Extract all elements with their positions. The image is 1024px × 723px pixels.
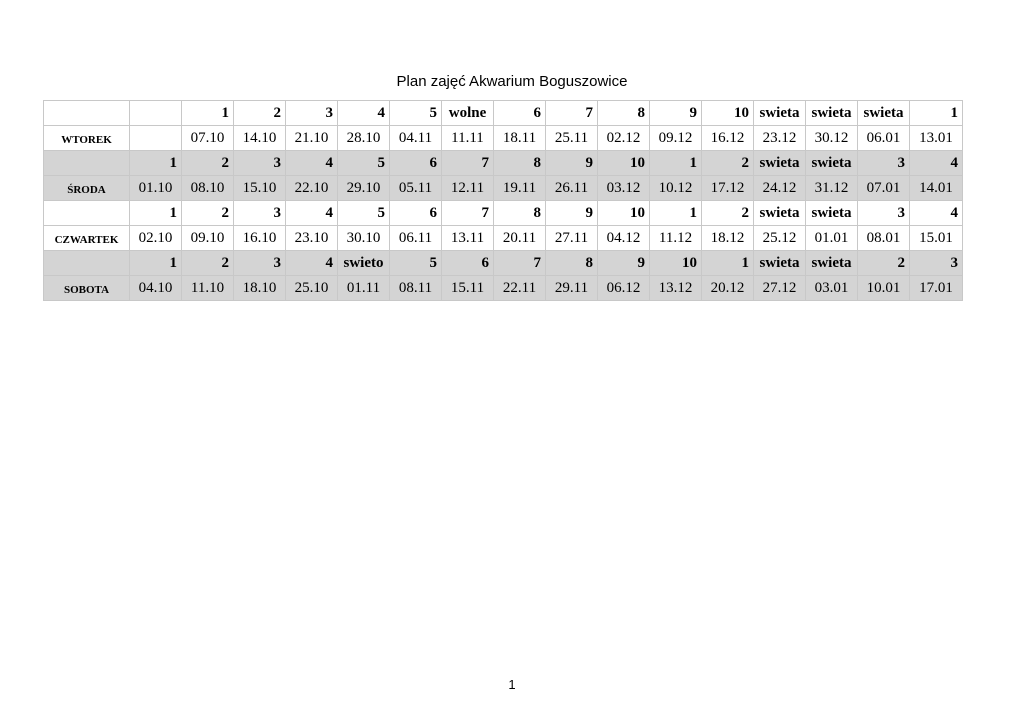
date-cell: 08.01 — [858, 226, 910, 251]
date-cell: 10.12 — [650, 176, 702, 201]
lesson-number-cell: 1 — [702, 251, 754, 276]
date-cell — [130, 126, 182, 151]
date-cell: 14.10 — [234, 126, 286, 151]
lesson-number-row — [44, 101, 963, 126]
date-cell: 01.01 — [806, 226, 858, 251]
date-cell: 11.10 — [182, 276, 234, 301]
lesson-number-cell: 9 — [598, 251, 650, 276]
day-label: CZWARTEK — [44, 226, 130, 251]
page-number: 1 — [508, 677, 516, 692]
date-cell: 22.10 — [286, 176, 338, 201]
lesson-number-cell: swieto — [338, 251, 390, 276]
lesson-number-cell: 7 — [494, 251, 546, 276]
date-cell: 06.11 — [390, 226, 442, 251]
lesson-number-row — [44, 201, 963, 226]
date-cell: 13.11 — [442, 226, 494, 251]
date-cell: 01.10 — [130, 176, 182, 201]
lesson-number-cell: swieta — [806, 251, 858, 276]
date-cell: 27.12 — [754, 276, 806, 301]
lesson-number-cell: 4 — [910, 201, 963, 226]
date-cell: 17.01 — [910, 276, 963, 301]
date-cell: 25.11 — [546, 126, 598, 151]
lesson-number-cell: 3 — [234, 251, 286, 276]
lesson-number-cell: 2 — [182, 151, 234, 176]
date-cell: 29.11 — [546, 276, 598, 301]
lesson-number-cell: 6 — [494, 101, 546, 126]
date-cell: 13.12 — [650, 276, 702, 301]
lesson-number-cell: swieta — [806, 201, 858, 226]
lesson-number-cell: swieta — [754, 201, 806, 226]
date-cell: 16.12 — [702, 126, 754, 151]
date-cell: 06.01 — [858, 126, 910, 151]
date-cell: 14.01 — [910, 176, 963, 201]
lesson-number-cell: 5 — [338, 151, 390, 176]
date-cell: 18.11 — [494, 126, 546, 151]
date-cell: 15.11 — [442, 276, 494, 301]
lesson-number-cell: 4 — [286, 201, 338, 226]
lesson-number-cell: swieta — [858, 101, 910, 126]
date-cell: 25.10 — [286, 276, 338, 301]
date-cell: 10.01 — [858, 276, 910, 301]
schedule-table — [43, 100, 963, 301]
date-cell: 30.10 — [338, 226, 390, 251]
lesson-number-row — [44, 151, 963, 176]
date-cell: 23.12 — [754, 126, 806, 151]
date-cell: 20.12 — [702, 276, 754, 301]
date-cell: 20.11 — [494, 226, 546, 251]
date-cell: 02.10 — [130, 226, 182, 251]
date-cell: 15.01 — [910, 226, 963, 251]
date-cell: 12.11 — [442, 176, 494, 201]
lesson-number-cell: swieta — [806, 101, 858, 126]
date-cell: 24.12 — [754, 176, 806, 201]
date-cell: 15.10 — [234, 176, 286, 201]
date-cell: 11.12 — [650, 226, 702, 251]
date-cell: 29.10 — [338, 176, 390, 201]
lesson-number-cell: swieta — [806, 151, 858, 176]
lesson-number-cell: 9 — [546, 151, 598, 176]
lesson-number-cell: 3 — [234, 201, 286, 226]
date-cell: 18.12 — [702, 226, 754, 251]
lesson-number-cell: 6 — [390, 151, 442, 176]
lesson-number-cell: swieta — [754, 151, 806, 176]
date-cell: 08.10 — [182, 176, 234, 201]
lesson-number-cell: 5 — [390, 251, 442, 276]
lesson-number-cell: swieta — [754, 251, 806, 276]
lesson-number-cell: 4 — [910, 151, 963, 176]
lesson-number-cell: 2 — [702, 201, 754, 226]
date-cell: 16.10 — [234, 226, 286, 251]
lesson-number-cell: 2 — [182, 201, 234, 226]
lesson-number-cell: 3 — [286, 101, 338, 126]
lesson-number-cell: 2 — [702, 151, 754, 176]
date-cell: 30.12 — [806, 126, 858, 151]
lesson-number-cell: 1 — [650, 201, 702, 226]
date-row — [44, 226, 963, 251]
day-label — [44, 251, 130, 276]
lesson-number-cell: 9 — [546, 201, 598, 226]
lesson-number-cell: 10 — [650, 251, 702, 276]
lesson-number-cell: 7 — [546, 101, 598, 126]
date-cell: 04.12 — [598, 226, 650, 251]
date-cell: 31.12 — [806, 176, 858, 201]
lesson-number-cell: 8 — [494, 151, 546, 176]
lesson-number-cell: 1 — [130, 151, 182, 176]
lesson-number-cell: 2 — [182, 251, 234, 276]
date-cell: 02.12 — [598, 126, 650, 151]
lesson-number-cell: 1 — [130, 201, 182, 226]
date-cell: 06.12 — [598, 276, 650, 301]
date-cell: 07.01 — [858, 176, 910, 201]
lesson-number-cell: 1 — [910, 101, 963, 126]
date-cell: 09.10 — [182, 226, 234, 251]
lesson-number-cell: 7 — [442, 151, 494, 176]
date-cell: 28.10 — [338, 126, 390, 151]
lesson-number-cell: 9 — [650, 101, 702, 126]
lesson-number-cell: swieta — [754, 101, 806, 126]
day-label: SOBOTA — [44, 276, 130, 301]
lesson-number-cell: 5 — [338, 201, 390, 226]
date-cell: 17.12 — [702, 176, 754, 201]
lesson-number-cell: 1 — [182, 101, 234, 126]
lesson-number-cell: 2 — [858, 251, 910, 276]
date-row — [44, 126, 963, 151]
date-cell: 19.11 — [494, 176, 546, 201]
lesson-number-cell: 4 — [286, 251, 338, 276]
date-cell: 07.10 — [182, 126, 234, 151]
day-label — [44, 151, 130, 176]
date-cell: 13.01 — [910, 126, 963, 151]
lesson-number-cell: 3 — [858, 151, 910, 176]
lesson-number-cell: 3 — [858, 201, 910, 226]
date-cell: 21.10 — [286, 126, 338, 151]
lesson-number-cell: 4 — [338, 101, 390, 126]
date-row — [44, 276, 963, 301]
date-cell: 22.11 — [494, 276, 546, 301]
lesson-number-cell: 6 — [390, 201, 442, 226]
day-label — [44, 201, 130, 226]
lesson-number-cell: 6 — [442, 251, 494, 276]
date-cell: 25.12 — [754, 226, 806, 251]
date-cell: 23.10 — [286, 226, 338, 251]
date-cell: 03.01 — [806, 276, 858, 301]
date-cell: 11.11 — [442, 126, 494, 151]
date-cell: 04.11 — [390, 126, 442, 151]
day-label: ŚRODA — [44, 176, 130, 201]
page-title: Plan zajęć Akwarium Boguszowice — [396, 73, 628, 90]
lesson-number-cell: 10 — [598, 151, 650, 176]
lesson-number-cell: 1 — [130, 251, 182, 276]
date-cell: 08.11 — [390, 276, 442, 301]
lesson-number-row — [44, 251, 963, 276]
lesson-number-cell — [130, 101, 182, 126]
lesson-number-cell: 8 — [546, 251, 598, 276]
lesson-number-cell: 7 — [442, 201, 494, 226]
date-row — [44, 176, 963, 201]
date-cell: 09.12 — [650, 126, 702, 151]
lesson-number-cell: wolne — [442, 101, 494, 126]
lesson-number-cell: 10 — [702, 101, 754, 126]
lesson-number-cell: 2 — [234, 101, 286, 126]
lesson-number-cell: 5 — [390, 101, 442, 126]
date-cell: 27.11 — [546, 226, 598, 251]
lesson-number-cell: 8 — [494, 201, 546, 226]
date-cell: 04.10 — [130, 276, 182, 301]
date-cell: 01.11 — [338, 276, 390, 301]
date-cell: 03.12 — [598, 176, 650, 201]
date-cell: 18.10 — [234, 276, 286, 301]
date-cell: 26.11 — [546, 176, 598, 201]
lesson-number-cell: 1 — [650, 151, 702, 176]
lesson-number-cell: 4 — [286, 151, 338, 176]
lesson-number-cell: 8 — [598, 101, 650, 126]
day-label: WTOREK — [44, 126, 130, 151]
lesson-number-cell: 3 — [234, 151, 286, 176]
day-label — [44, 101, 130, 126]
lesson-number-cell: 3 — [910, 251, 963, 276]
date-cell: 05.11 — [390, 176, 442, 201]
lesson-number-cell: 10 — [598, 201, 650, 226]
